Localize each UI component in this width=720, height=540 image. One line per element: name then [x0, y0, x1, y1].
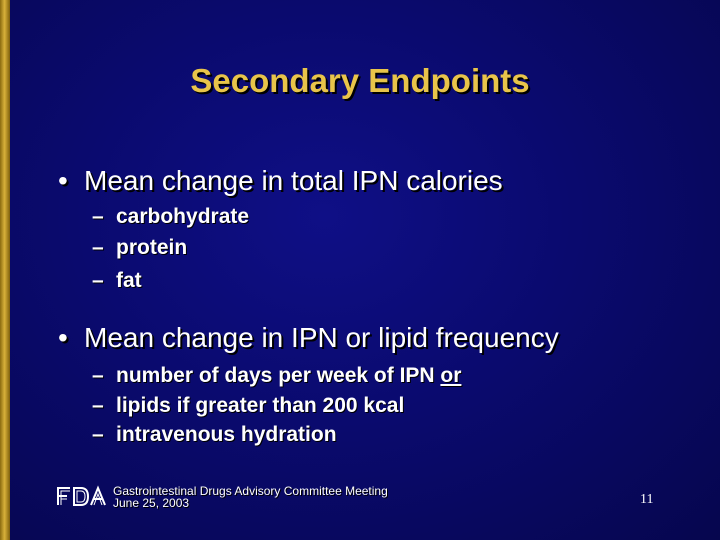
sub-item-marker: –: [92, 205, 104, 228]
sub-item: [92, 364, 461, 388]
bullet-1-text: Mean change in total IPN calories: [84, 165, 503, 196]
sub-item-marker: –: [92, 364, 104, 387]
sub-item-text: lipids if greater than 200 kcal: [116, 394, 405, 417]
sub-item-marker: –: [92, 236, 104, 259]
bullet-2: [58, 322, 559, 354]
footer-date: June 25, 2003: [113, 496, 190, 510]
slide-title: Secondary Endpoints: [190, 62, 530, 99]
bullet-1: [58, 165, 503, 197]
sub-item-text: intravenous hydration: [116, 423, 337, 446]
bullet-marker: •: [58, 322, 68, 353]
sub-item-marker: –: [92, 423, 104, 446]
sub-item-text: fat: [116, 269, 142, 292]
sub-item-text: number of days per week of IPN: [116, 364, 441, 387]
sub-item-emphasis: or: [440, 364, 462, 387]
page-number: 11: [640, 492, 654, 507]
sub-item: [92, 423, 337, 447]
bullet-2-text: Mean change in IPN or lipid frequency: [84, 322, 559, 353]
sub-item: [92, 269, 142, 293]
sub-item-text: protein: [116, 236, 188, 259]
footer-text: [113, 485, 388, 509]
sub-item: [92, 205, 249, 229]
bullet-marker: •: [58, 165, 68, 196]
footer-meeting: Gastrointestinal Drugs Advisory Committee Meeting: [113, 484, 388, 498]
sub-item: [92, 394, 404, 418]
sub-item-marker: –: [92, 269, 104, 292]
sub-item: [92, 236, 187, 260]
sub-item-text: carbohydrate: [116, 205, 250, 228]
fda-logo-icon: [56, 485, 108, 507]
sub-item-marker: –: [92, 394, 104, 417]
